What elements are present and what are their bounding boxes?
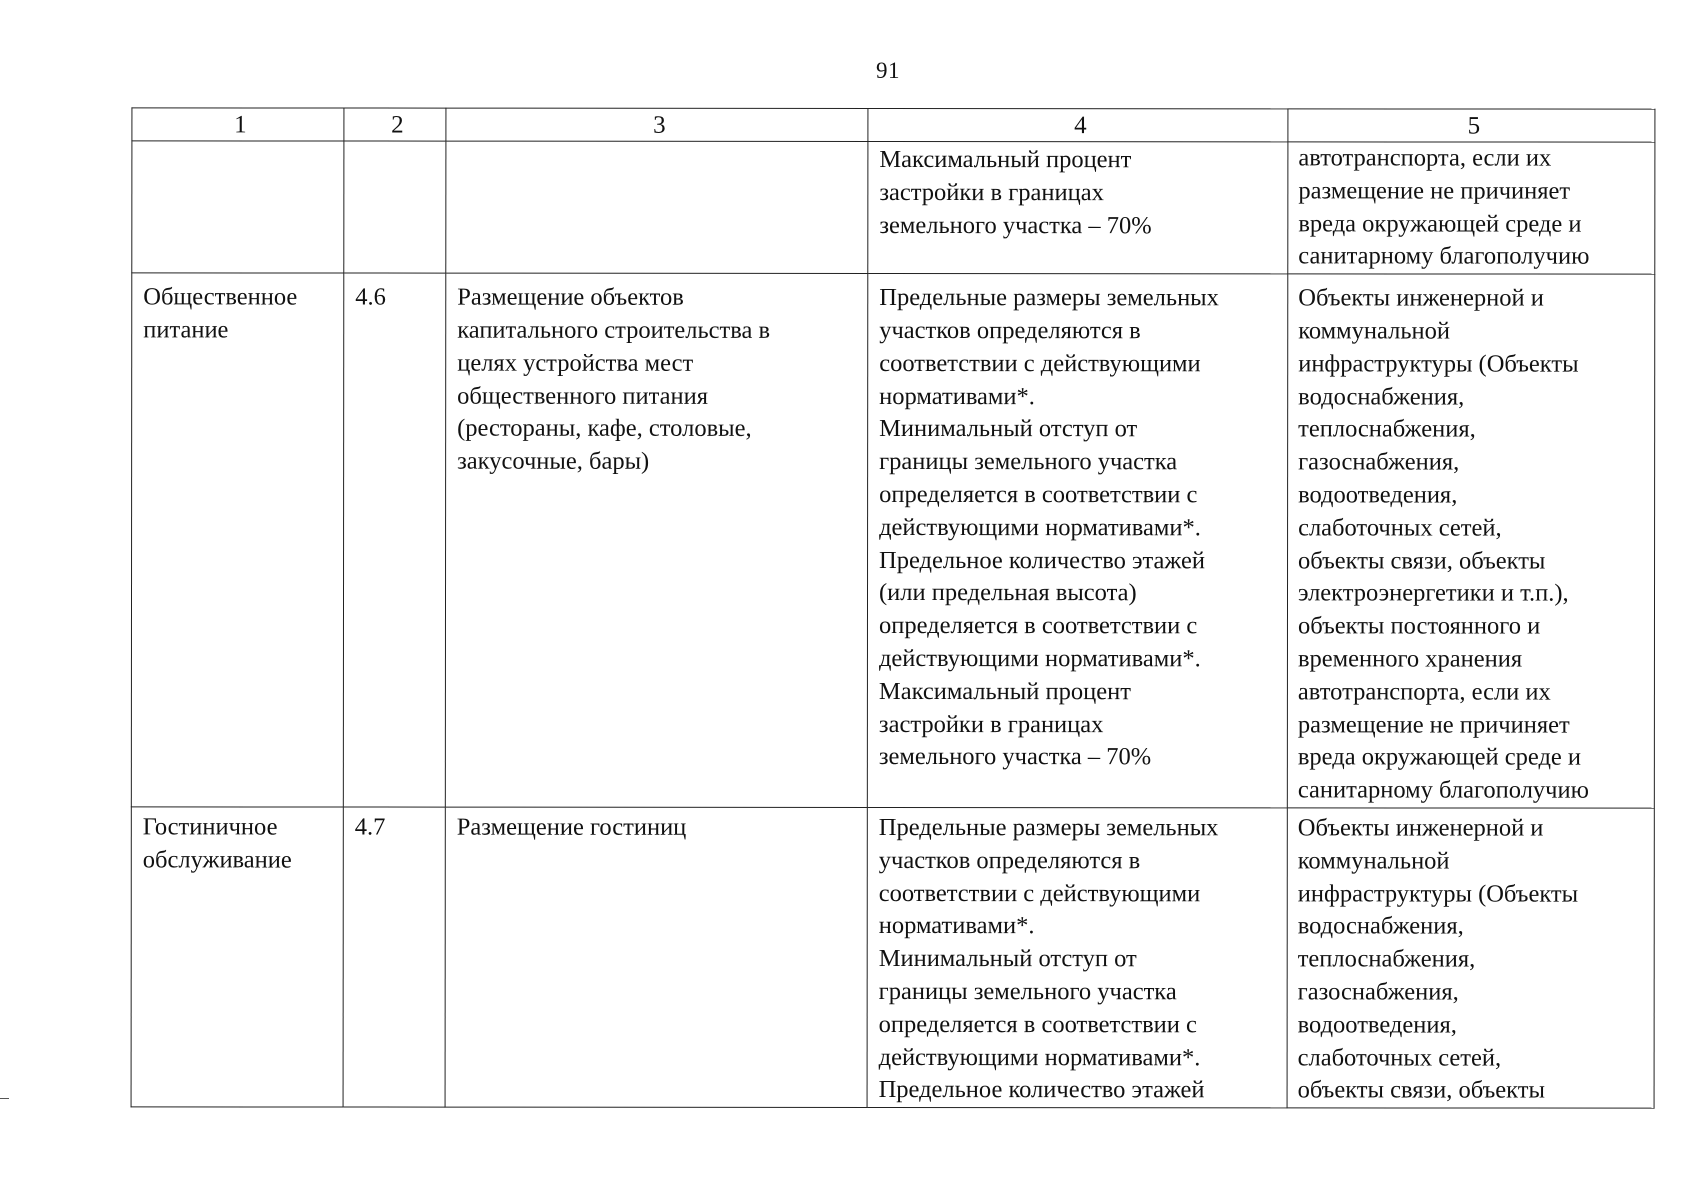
use-name-cell [132, 141, 344, 273]
use-code-cell [344, 141, 446, 273]
column-header-5: 5 [1288, 109, 1655, 142]
use-name-cell: Общественное питание [131, 273, 343, 807]
auxiliary-uses-cell: Объекты инженерной и коммунальной инфраструктуры (Объекты водоснабжения, теплоснабжения, газоснабжения, водоотведения, слаботочных сетей, объекты связи, объекты [1287, 808, 1654, 1108]
use-code-cell: 4.6 [343, 273, 445, 807]
land-use-table [131, 107, 1656, 1108]
page-number: 91 [876, 58, 900, 83]
table-row-continuation [132, 141, 1655, 275]
use-name-cell: Гостиничное обслуживание [131, 807, 343, 1107]
use-code-cell: 4.7 [343, 807, 445, 1107]
column-header-2: 2 [344, 108, 446, 141]
use-description-cell: Размещение гостиниц [445, 807, 867, 1108]
auxiliary-uses-cell: автотранспорта, если их размещение не причиняет вреда окружающей среде и санитарному благополучию [1288, 142, 1655, 275]
land-use-table-container [131, 108, 1654, 1108]
table-row-hotel-service [131, 807, 1654, 1109]
use-description-cell [446, 141, 868, 274]
use-description-cell: Размещение объектов капитального строительства в целях устройства мест общественного питания (рестораны, кафе, столовые, закусочные, бары) [445, 273, 867, 807]
column-header-3: 3 [446, 108, 868, 141]
column-header-4: 4 [868, 108, 1288, 141]
scan-edge-mark [0, 1098, 9, 1099]
column-header-1: 1 [132, 108, 344, 141]
auxiliary-uses-cell: Объекты инженерной и коммунальной инфраструктуры (Объекты водоснабжения, теплоснабжения, газоснабжения, водоотведения, слаботочных сетей, объекты связи, объекты электроэнергетики и т.п.), объекты постоянного и временного хранения автотранспорта, если их размещение не причиняет вреда окружающей среде и санитарному благополучию [1287, 274, 1654, 808]
table-row-public-catering [131, 273, 1654, 808]
parameters-cell: Предельные размеры земельных участков определяются в соответствии с действующими нормативами*. Минимальный отступ от границы земельного участка определяется в соответствии с действующими нормативами*. Предельное количество этажей (или предельная высота) определяется в соответствии с действующими нормативами*. Максимальный процент застройки в границах земельного участка – 70% [867, 274, 1287, 808]
parameters-cell: Предельные размеры земельных участков определяются в соответствии с действующими нормативами*. Минимальный отступ от границы земельного участка определяется в соответствии с действующими нормативами*. Предельное количество этажей [867, 807, 1287, 1108]
table-header-row [132, 108, 1655, 142]
parameters-cell: Максимальный процент застройки в границах земельного участка – 70% [868, 141, 1288, 274]
